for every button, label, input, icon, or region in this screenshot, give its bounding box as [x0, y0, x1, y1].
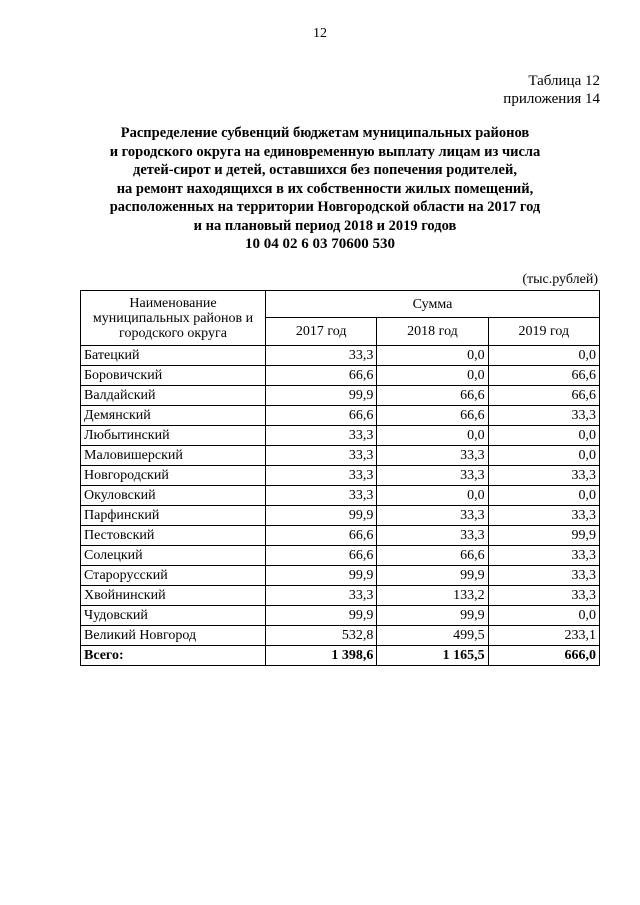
value-2018-cell: 499,5: [377, 626, 488, 646]
value-2018-cell: 99,9: [377, 606, 488, 626]
table-row: [81, 346, 600, 366]
value-2018-cell: 33,3: [377, 526, 488, 546]
column-header-sum: Сумма: [266, 291, 600, 318]
district-name-cell: Новгородский: [81, 466, 266, 486]
value-2017-cell: 532,8: [266, 626, 377, 646]
value-2017-cell: 33,3: [266, 586, 377, 606]
district-name-cell: Солецкий: [81, 546, 266, 566]
table-row: [81, 446, 600, 466]
table-row: [81, 546, 600, 566]
column-header-name: Наименование муниципальных районов и городского округа: [81, 291, 266, 346]
title-line: и на плановый период 2018 и 2019 годов: [193, 217, 457, 234]
title-line: расположенных на территории Новгородской области на 2017 год: [109, 199, 541, 215]
table-row: [81, 386, 600, 406]
value-2018-cell: 66,6: [377, 546, 488, 566]
district-name-cell: Маловишерский: [81, 446, 266, 466]
value-2018-cell: 0,0: [377, 486, 488, 506]
value-2017-cell: 33,3: [266, 426, 377, 446]
value-2019-cell: 33,3: [488, 466, 599, 486]
value-2019-cell: 66,6: [488, 366, 599, 386]
column-header-year: 2018 год: [377, 318, 488, 346]
district-name-cell: Пестовский: [81, 526, 266, 546]
value-2017-cell: 66,6: [266, 366, 377, 386]
title-line: Распределение субвенций бюджетам муниципальных районов: [120, 125, 530, 141]
value-2019-cell: 0,0: [488, 346, 599, 366]
district-name-cell: Окуловский: [81, 486, 266, 506]
value-2019-cell: 33,3: [488, 506, 599, 526]
value-2018-cell: 133,2: [377, 586, 488, 606]
district-name-cell: Чудовский: [81, 606, 266, 626]
value-2019-cell: 0,0: [488, 426, 599, 446]
total-label-cell: Всего:: [81, 646, 266, 666]
value-2018-cell: 0,0: [377, 426, 488, 446]
total-row: [81, 646, 600, 666]
district-name-cell: Любытинский: [81, 426, 266, 446]
district-name-cell: Старорусский: [81, 566, 266, 586]
value-2017-cell: 66,6: [266, 546, 377, 566]
table-body: [81, 346, 600, 666]
table-row: [81, 586, 600, 606]
value-2017-cell: 33,3: [266, 486, 377, 506]
district-name-cell: Батецкий: [81, 346, 266, 366]
value-2018-cell: 0,0: [377, 346, 488, 366]
district-name-cell: Великий Новгород: [81, 626, 266, 646]
value-2018-cell: 33,3: [377, 466, 488, 486]
value-2017-cell: 33,3: [266, 446, 377, 466]
subvention-table: [80, 290, 600, 666]
value-2019-cell: 66,6: [488, 386, 599, 406]
document-title: [60, 124, 590, 235]
table-row: [81, 526, 600, 546]
value-2019-cell: 0,0: [488, 486, 599, 506]
column-header-year: 2019 год: [488, 318, 599, 346]
table-row: [81, 486, 600, 506]
total-2019-cell: 666,0: [488, 646, 599, 666]
value-2019-cell: 0,0: [488, 446, 599, 466]
value-2017-cell: 99,9: [266, 386, 377, 406]
value-2019-cell: 33,3: [488, 586, 599, 606]
value-2019-cell: 33,3: [488, 566, 599, 586]
value-2019-cell: 99,9: [488, 526, 599, 546]
value-2019-cell: 33,3: [488, 546, 599, 566]
value-2017-cell: 66,6: [266, 406, 377, 426]
value-2018-cell: 99,9: [377, 566, 488, 586]
table-row: [81, 566, 600, 586]
value-2018-cell: 66,6: [377, 406, 488, 426]
value-2019-cell: 233,1: [488, 626, 599, 646]
district-name-cell: Боровичский: [81, 366, 266, 386]
value-2017-cell: 99,9: [266, 566, 377, 586]
total-2018-cell: 1 165,5: [377, 646, 488, 666]
value-2018-cell: 66,6: [377, 386, 488, 406]
total-2017-cell: 1 398,6: [266, 646, 377, 666]
table-row: [81, 606, 600, 626]
table-ref-line-1: Таблица 12: [528, 73, 600, 89]
table-row: [81, 426, 600, 446]
district-name-cell: Демянский: [81, 406, 266, 426]
value-2017-cell: 33,3: [266, 466, 377, 486]
value-2018-cell: 0,0: [377, 366, 488, 386]
table-row: [81, 466, 600, 486]
value-2017-cell: 66,6: [266, 526, 377, 546]
column-header-year: 2017 год: [266, 318, 377, 346]
table-row: [81, 506, 600, 526]
budget-classification-code: 10 04 02 6 03 70600 530: [245, 236, 395, 252]
table-reference: [503, 72, 600, 108]
table-ref-line-2: приложения 14: [503, 91, 600, 107]
table-row: [81, 366, 600, 386]
title-line: детей-сирот и детей, оставшихся без попечения родителей,: [133, 162, 517, 178]
value-2019-cell: 0,0: [488, 606, 599, 626]
units-label: (тыс.рублей): [522, 272, 598, 287]
value-2017-cell: 33,3: [266, 346, 377, 366]
district-name-cell: Хвойнинский: [81, 586, 266, 606]
value-2018-cell: 33,3: [377, 446, 488, 466]
value-2019-cell: 33,3: [488, 406, 599, 426]
district-name-cell: Парфинский: [81, 506, 266, 526]
value-2018-cell: 33,3: [377, 506, 488, 526]
table-row: [81, 406, 600, 426]
title-line: на ремонт находящихся в их собственности жилых помещений,: [116, 180, 534, 197]
value-2017-cell: 99,9: [266, 506, 377, 526]
page-number: 12: [313, 26, 327, 41]
title-line: и городского округа на единовременную выплату лицам из числа: [109, 143, 541, 160]
value-2017-cell: 99,9: [266, 606, 377, 626]
table-row: [81, 626, 600, 646]
district-name-cell: Валдайский: [81, 386, 266, 406]
